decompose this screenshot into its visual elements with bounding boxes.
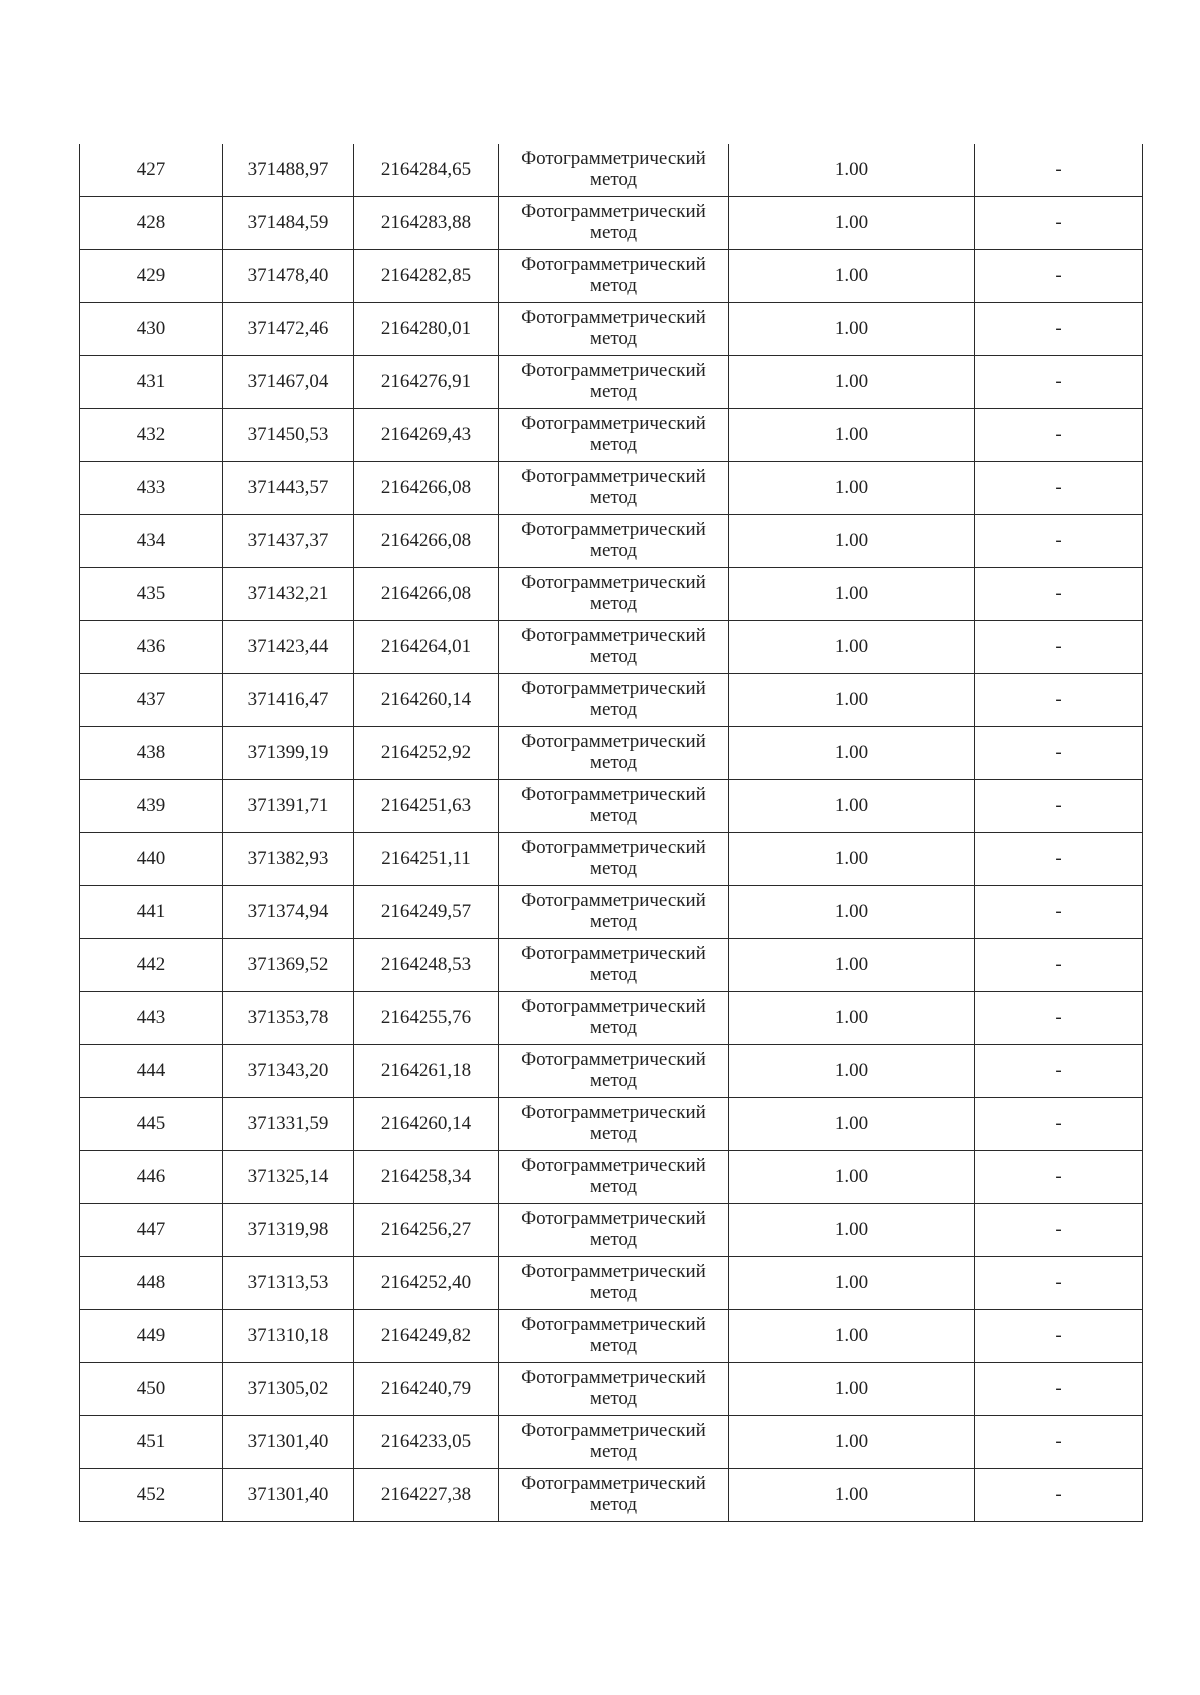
method-cell — [499, 1416, 729, 1469]
note-cell: - — [975, 515, 1143, 568]
accuracy-cell: 1.00 — [729, 409, 975, 462]
note-cell: - — [975, 1469, 1143, 1522]
note-cell: - — [975, 250, 1143, 303]
x-coordinate-cell: 371478,40 — [223, 250, 354, 303]
method-cell — [499, 727, 729, 780]
x-coordinate-cell: 371301,40 — [223, 1469, 354, 1522]
table-body — [80, 144, 1143, 1522]
x-coordinate-cell: 371391,71 — [223, 780, 354, 833]
table-row — [80, 568, 1143, 621]
note-cell: - — [975, 1098, 1143, 1151]
y-coordinate-cell: 2164248,53 — [354, 939, 499, 992]
x-coordinate-cell: 371443,57 — [223, 462, 354, 515]
method-cell — [499, 409, 729, 462]
note-cell: - — [975, 1416, 1143, 1469]
x-coordinate-cell: 371437,37 — [223, 515, 354, 568]
point-number-cell: 428 — [80, 197, 223, 250]
point-number-cell: 442 — [80, 939, 223, 992]
table-row — [80, 1257, 1143, 1310]
note-cell: - — [975, 1363, 1143, 1416]
method-line-1: Фотограмметрический — [521, 1261, 706, 1283]
note-cell: - — [975, 992, 1143, 1045]
point-number-cell: 449 — [80, 1310, 223, 1363]
x-coordinate-cell: 371343,20 — [223, 1045, 354, 1098]
accuracy-cell: 1.00 — [729, 1098, 975, 1151]
y-coordinate-cell: 2164227,38 — [354, 1469, 499, 1522]
method-line-2: метод — [589, 858, 638, 879]
point-number-cell: 432 — [80, 409, 223, 462]
table-row — [80, 674, 1143, 727]
method-line-1: Фотограмметрический — [521, 307, 706, 329]
note-cell: - — [975, 1204, 1143, 1257]
x-coordinate-cell: 371305,02 — [223, 1363, 354, 1416]
method-line-1: Фотограмметрический — [521, 519, 706, 541]
y-coordinate-cell: 2164252,40 — [354, 1257, 499, 1310]
y-coordinate-cell: 2164249,82 — [354, 1310, 499, 1363]
method-line-2: метод — [589, 752, 638, 773]
method-cell — [499, 1363, 729, 1416]
note-cell: - — [975, 780, 1143, 833]
table-row — [80, 1098, 1143, 1151]
accuracy-cell: 1.00 — [729, 727, 975, 780]
point-number-cell: 435 — [80, 568, 223, 621]
note-cell: - — [975, 303, 1143, 356]
method-line-2: метод — [589, 1494, 638, 1515]
coordinates-table — [79, 144, 1143, 1522]
point-number-cell: 444 — [80, 1045, 223, 1098]
table-row — [80, 409, 1143, 462]
y-coordinate-cell: 2164258,34 — [354, 1151, 499, 1204]
x-coordinate-cell: 371399,19 — [223, 727, 354, 780]
method-cell — [499, 780, 729, 833]
note-cell: - — [975, 144, 1143, 197]
method-line-2: метод — [589, 434, 638, 455]
point-number-cell: 439 — [80, 780, 223, 833]
accuracy-cell: 1.00 — [729, 144, 975, 197]
method-cell — [499, 674, 729, 727]
y-coordinate-cell: 2164255,76 — [354, 992, 499, 1045]
method-line-2: метод — [589, 328, 638, 349]
table-row — [80, 1204, 1143, 1257]
y-coordinate-cell: 2164251,11 — [354, 833, 499, 886]
method-line-2: метод — [589, 1335, 638, 1356]
y-coordinate-cell: 2164264,01 — [354, 621, 499, 674]
accuracy-cell: 1.00 — [729, 1416, 975, 1469]
point-number-cell: 430 — [80, 303, 223, 356]
method-line-2: метод — [589, 381, 638, 402]
table-row — [80, 992, 1143, 1045]
note-cell: - — [975, 356, 1143, 409]
method-line-1: Фотограмметрический — [521, 837, 706, 859]
note-cell: - — [975, 886, 1143, 939]
y-coordinate-cell: 2164276,91 — [354, 356, 499, 409]
method-line-1: Фотограмметрический — [521, 466, 706, 488]
accuracy-cell: 1.00 — [729, 780, 975, 833]
x-coordinate-cell: 371319,98 — [223, 1204, 354, 1257]
method-cell — [499, 1257, 729, 1310]
accuracy-cell: 1.00 — [729, 621, 975, 674]
y-coordinate-cell: 2164266,08 — [354, 515, 499, 568]
method-line-1: Фотограмметрический — [521, 890, 706, 912]
accuracy-cell: 1.00 — [729, 939, 975, 992]
y-coordinate-cell: 2164240,79 — [354, 1363, 499, 1416]
method-line-2: метод — [589, 1123, 638, 1144]
table-row — [80, 727, 1143, 780]
point-number-cell: 440 — [80, 833, 223, 886]
method-cell — [499, 992, 729, 1045]
method-line-2: метод — [589, 275, 638, 296]
table-row — [80, 780, 1143, 833]
accuracy-cell: 1.00 — [729, 1045, 975, 1098]
method-cell — [499, 886, 729, 939]
table-row — [80, 1310, 1143, 1363]
method-line-2: метод — [589, 1388, 638, 1409]
x-coordinate-cell: 371432,21 — [223, 568, 354, 621]
method-line-2: метод — [589, 1017, 638, 1038]
x-coordinate-cell: 371472,46 — [223, 303, 354, 356]
method-line-1: Фотограмметрический — [521, 1155, 706, 1177]
method-line-2: метод — [589, 593, 638, 614]
x-coordinate-cell: 371325,14 — [223, 1151, 354, 1204]
method-cell — [499, 250, 729, 303]
point-number-cell: 433 — [80, 462, 223, 515]
table-row — [80, 1469, 1143, 1522]
note-cell: - — [975, 727, 1143, 780]
point-number-cell: 436 — [80, 621, 223, 674]
method-line-1: Фотограмметрический — [521, 1049, 706, 1071]
y-coordinate-cell: 2164252,92 — [354, 727, 499, 780]
note-cell: - — [975, 833, 1143, 886]
x-coordinate-cell: 371416,47 — [223, 674, 354, 727]
point-number-cell: 441 — [80, 886, 223, 939]
y-coordinate-cell: 2164256,27 — [354, 1204, 499, 1257]
note-cell: - — [975, 1151, 1143, 1204]
y-coordinate-cell: 2164282,85 — [354, 250, 499, 303]
y-coordinate-cell: 2164266,08 — [354, 568, 499, 621]
point-number-cell: 450 — [80, 1363, 223, 1416]
point-number-cell: 429 — [80, 250, 223, 303]
method-cell — [499, 1469, 729, 1522]
table-row — [80, 621, 1143, 674]
x-coordinate-cell: 371467,04 — [223, 356, 354, 409]
method-cell — [499, 833, 729, 886]
table-row — [80, 886, 1143, 939]
x-coordinate-cell: 371301,40 — [223, 1416, 354, 1469]
note-cell: - — [975, 409, 1143, 462]
point-number-cell: 427 — [80, 144, 223, 197]
x-coordinate-cell: 371374,94 — [223, 886, 354, 939]
accuracy-cell: 1.00 — [729, 886, 975, 939]
method-line-1: Фотограмметрический — [521, 1208, 706, 1230]
method-line-2: метод — [589, 540, 638, 561]
method-line-2: метод — [589, 964, 638, 985]
y-coordinate-cell: 2164283,88 — [354, 197, 499, 250]
note-cell: - — [975, 1257, 1143, 1310]
table-row — [80, 197, 1143, 250]
x-coordinate-cell: 371382,93 — [223, 833, 354, 886]
point-number-cell: 445 — [80, 1098, 223, 1151]
method-cell — [499, 303, 729, 356]
method-line-2: метод — [589, 1441, 638, 1462]
method-line-1: Фотограмметрический — [521, 678, 706, 700]
method-cell — [499, 515, 729, 568]
point-number-cell: 446 — [80, 1151, 223, 1204]
accuracy-cell: 1.00 — [729, 674, 975, 727]
method-cell — [499, 1310, 729, 1363]
point-number-cell: 434 — [80, 515, 223, 568]
table-row — [80, 356, 1143, 409]
note-cell: - — [975, 568, 1143, 621]
note-cell: - — [975, 1045, 1143, 1098]
x-coordinate-cell: 371488,97 — [223, 144, 354, 197]
y-coordinate-cell: 2164266,08 — [354, 462, 499, 515]
accuracy-cell: 1.00 — [729, 197, 975, 250]
point-number-cell: 443 — [80, 992, 223, 1045]
method-cell — [499, 1151, 729, 1204]
y-coordinate-cell: 2164249,57 — [354, 886, 499, 939]
method-line-2: метод — [589, 487, 638, 508]
y-coordinate-cell: 2164269,43 — [354, 409, 499, 462]
table-row — [80, 1151, 1143, 1204]
table-row — [80, 462, 1143, 515]
accuracy-cell: 1.00 — [729, 1469, 975, 1522]
method-line-2: метод — [589, 911, 638, 932]
x-coordinate-cell: 371450,53 — [223, 409, 354, 462]
method-line-2: метод — [589, 646, 638, 667]
method-line-2: метод — [589, 805, 638, 826]
method-cell — [499, 939, 729, 992]
note-cell: - — [975, 197, 1143, 250]
point-number-cell: 431 — [80, 356, 223, 409]
x-coordinate-cell: 371484,59 — [223, 197, 354, 250]
point-number-cell: 438 — [80, 727, 223, 780]
y-coordinate-cell: 2164251,63 — [354, 780, 499, 833]
method-cell — [499, 568, 729, 621]
x-coordinate-cell: 371331,59 — [223, 1098, 354, 1151]
method-line-1: Фотограмметрический — [521, 572, 706, 594]
accuracy-cell: 1.00 — [729, 833, 975, 886]
table-row — [80, 250, 1143, 303]
point-number-cell: 452 — [80, 1469, 223, 1522]
method-cell — [499, 621, 729, 674]
method-line-1: Фотограмметрический — [521, 1420, 706, 1442]
method-line-1: Фотограмметрический — [521, 1102, 706, 1124]
method-line-1: Фотограмметрический — [521, 148, 706, 170]
y-coordinate-cell: 2164260,14 — [354, 1098, 499, 1151]
method-cell — [499, 1045, 729, 1098]
method-line-2: метод — [589, 169, 638, 190]
accuracy-cell: 1.00 — [729, 356, 975, 409]
accuracy-cell: 1.00 — [729, 1310, 975, 1363]
method-cell — [499, 462, 729, 515]
point-number-cell: 451 — [80, 1416, 223, 1469]
method-line-1: Фотограмметрический — [521, 201, 706, 223]
table-row — [80, 1416, 1143, 1469]
note-cell: - — [975, 939, 1143, 992]
method-line-1: Фотограмметрический — [521, 360, 706, 382]
method-line-1: Фотограмметрический — [521, 1473, 706, 1495]
x-coordinate-cell: 371369,52 — [223, 939, 354, 992]
y-coordinate-cell: 2164280,01 — [354, 303, 499, 356]
method-cell — [499, 356, 729, 409]
x-coordinate-cell: 371423,44 — [223, 621, 354, 674]
method-line-2: метод — [589, 222, 638, 243]
table-row — [80, 515, 1143, 568]
method-line-1: Фотограмметрический — [521, 625, 706, 647]
accuracy-cell: 1.00 — [729, 1151, 975, 1204]
note-cell: - — [975, 674, 1143, 727]
method-line-1: Фотограмметрический — [521, 731, 706, 753]
x-coordinate-cell: 371310,18 — [223, 1310, 354, 1363]
accuracy-cell: 1.00 — [729, 1204, 975, 1257]
point-number-cell: 447 — [80, 1204, 223, 1257]
method-line-2: метод — [589, 1070, 638, 1091]
note-cell: - — [975, 1310, 1143, 1363]
table-row — [80, 144, 1143, 197]
method-line-1: Фотограмметрический — [521, 254, 706, 276]
x-coordinate-cell: 371313,53 — [223, 1257, 354, 1310]
accuracy-cell: 1.00 — [729, 1363, 975, 1416]
method-line-1: Фотограмметрический — [521, 1314, 706, 1336]
accuracy-cell: 1.00 — [729, 303, 975, 356]
method-line-1: Фотограмметрический — [521, 784, 706, 806]
method-cell — [499, 1098, 729, 1151]
y-coordinate-cell: 2164261,18 — [354, 1045, 499, 1098]
accuracy-cell: 1.00 — [729, 992, 975, 1045]
method-line-2: метод — [589, 1282, 638, 1303]
method-cell — [499, 197, 729, 250]
point-number-cell: 437 — [80, 674, 223, 727]
method-line-2: метод — [589, 1176, 638, 1197]
note-cell: - — [975, 462, 1143, 515]
accuracy-cell: 1.00 — [729, 568, 975, 621]
y-coordinate-cell: 2164260,14 — [354, 674, 499, 727]
x-coordinate-cell: 371353,78 — [223, 992, 354, 1045]
accuracy-cell: 1.00 — [729, 250, 975, 303]
note-cell: - — [975, 621, 1143, 674]
table-row — [80, 1045, 1143, 1098]
table-row — [80, 303, 1143, 356]
accuracy-cell: 1.00 — [729, 462, 975, 515]
method-line-1: Фотограмметрический — [521, 996, 706, 1018]
method-line-1: Фотограмметрический — [521, 943, 706, 965]
accuracy-cell: 1.00 — [729, 1257, 975, 1310]
table-row — [80, 833, 1143, 886]
method-cell — [499, 144, 729, 197]
accuracy-cell: 1.00 — [729, 515, 975, 568]
method-line-2: метод — [589, 699, 638, 720]
method-line-1: Фотограмметрический — [521, 1367, 706, 1389]
table-row — [80, 939, 1143, 992]
point-number-cell: 448 — [80, 1257, 223, 1310]
method-line-2: метод — [589, 1229, 638, 1250]
method-line-1: Фотограмметрический — [521, 413, 706, 435]
method-cell — [499, 1204, 729, 1257]
table-row — [80, 1363, 1143, 1416]
y-coordinate-cell: 2164284,65 — [354, 144, 499, 197]
y-coordinate-cell: 2164233,05 — [354, 1416, 499, 1469]
